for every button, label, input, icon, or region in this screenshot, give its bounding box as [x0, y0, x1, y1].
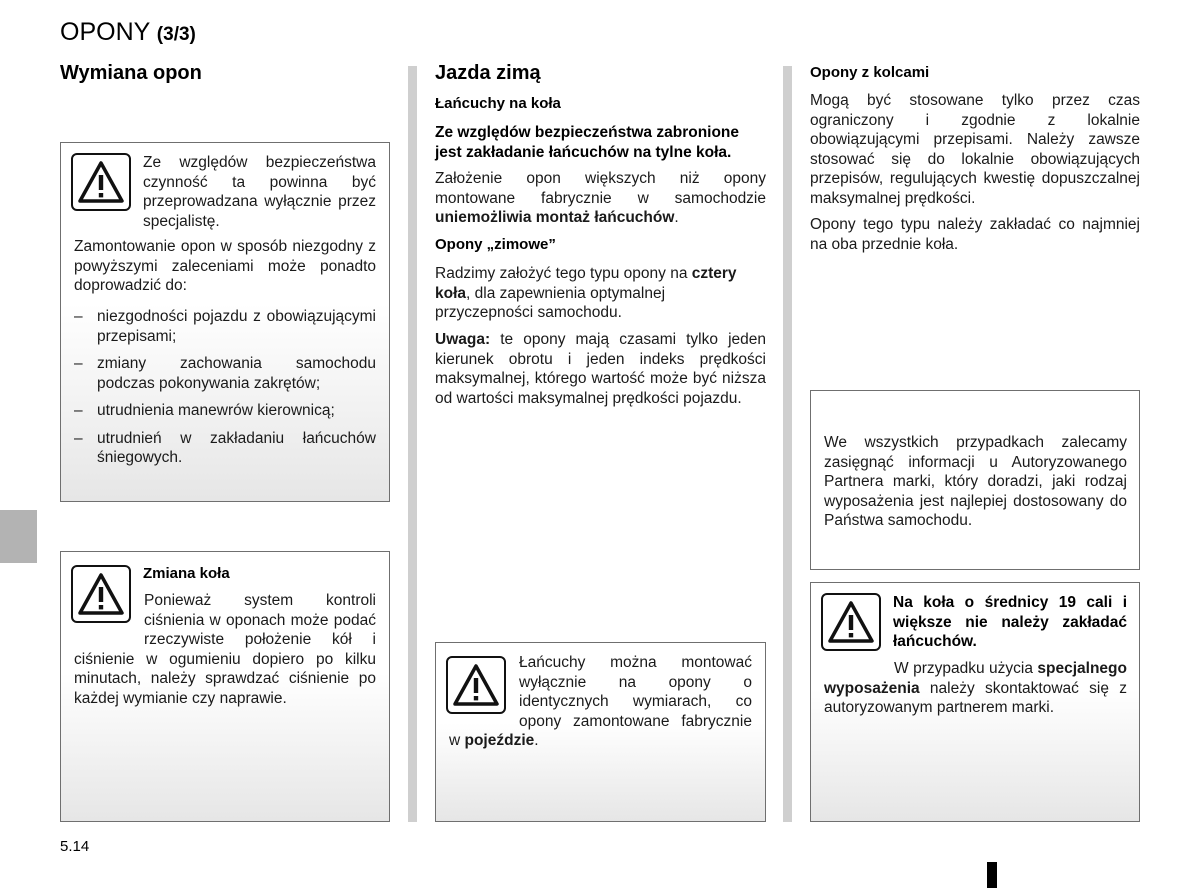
list-item: – niezgodności pojazdu z obowiązującymi przepisami;: [74, 307, 376, 346]
page-title-main: OPONY: [60, 18, 150, 46]
text-run: te opony mają czasami tylko jeden kierunek obrotu i jeden indeks prędkości maksymalnej, którego wartość może być niższa od wartości maksymalnej prędkości pojazdu.: [435, 331, 766, 407]
warning-triangle-icon: [71, 153, 131, 211]
subheading-chains: Łańcuchy na koła: [435, 95, 561, 112]
text-run: W przypadku użycia: [894, 660, 1038, 677]
warning-title: Na koła o średnicy 19 cali i większe nie należy zakładać łańcuchów.: [893, 594, 1127, 650]
chains-rear-prohibition: Ze względów bezpieczeństwa zabronione jest zakładanie łańcuchów na tylne koła.: [435, 124, 740, 161]
warning-box-chains: [435, 642, 766, 822]
paragraph-note: [435, 330, 766, 408]
chapter-tab: [0, 510, 37, 563]
warning-box-tire-change: [60, 142, 390, 502]
warning-text-body: Ponieważ system kontroli ciśnienia w oponach może podać rzeczywiste położenie kół i ciśnienie w ogumieniu dopiero po kilku minutach, należy sprawdzać ciśnienie po każdej wymianie czy naprawie.: [74, 592, 376, 707]
paragraph-four-wheels: [435, 264, 766, 323]
text-run: należy skontaktować się z autoryzowanym partnerem marki.: [824, 679, 1127, 716]
list-item: – utrudnienia manewrów kierownicą;: [74, 401, 376, 421]
warning-text: [74, 591, 376, 708]
list-item: – zmiany zachowania samochodu podczas pokonywania zakrętów;: [74, 354, 376, 393]
text-run: Radzimy założyć tego typu opony na: [435, 265, 692, 282]
text-run: .: [674, 209, 679, 226]
section-heading-winter: Jazda zimą: [435, 62, 541, 84]
text-run: , dla zapewnienia optymalnej przyczepności samochodu.: [435, 284, 666, 321]
emphasis: uniemożliwia montaż łańcuchów: [435, 209, 675, 226]
paragraph-studded-front: Opony tego typu należy zakładać co najmniej na oba przednie koła.: [810, 216, 1140, 253]
section-heading-tire-change: Wymiana opon: [60, 62, 202, 84]
page-title-part: (3/3): [156, 24, 196, 45]
warning-box-wheel-change: [60, 551, 390, 822]
warning-text: [824, 659, 1127, 718]
info-box-partner: [810, 390, 1140, 570]
list-item: – utrudnień w zakładaniu łańcuchów śniegowych.: [74, 429, 376, 468]
emphasis: pojeździe: [464, 732, 535, 749]
consequence-list: [74, 307, 376, 476]
text-run: Łańcuchy można montować wyłącznie na opony o identycznych wymiarach, co opony zamontowane fabrycznie w: [449, 654, 752, 749]
emphasis: specjalnego wyposażenia: [824, 660, 1127, 697]
warning-triangle-icon: [821, 593, 881, 651]
page-title: [60, 18, 196, 47]
note-label: Uwaga:: [435, 331, 491, 348]
warning-text: [449, 653, 752, 751]
warning-box-19-inch: [810, 582, 1140, 822]
info-text: We wszystkich przypadkach zalecamy zasięgnąć informacji u Autoryzowanego Partnera marki, który doradzi, jaki rodzaj wyposażenia jest najlepiej dostosowany do Państwa samochodu.: [824, 434, 1127, 529]
warning-title: Zmiana koła: [143, 565, 230, 582]
paragraph-studded-rules: Mogą być stosowane tylko przez czas ograniczony i zgodnie z lokalnie obowiązującymi przepisami. Należy zawsze stosować się do lokalnie obowiązujących przepisów, regulujących kwestię dopuszczalnej maksymalnej prędkości.: [810, 92, 1140, 207]
column-divider-1: [408, 66, 417, 822]
subheading-winter-tires: Opony „zimowe”: [435, 236, 556, 253]
warning-intro-text: Ze względów bezpieczeństwa czynność ta powinna być przeprowadzana wyłącznie przez specjalistę.: [143, 154, 376, 230]
subheading-studded-tires: Opony z kolcami: [810, 64, 930, 81]
paragraph-larger-tires: [435, 169, 766, 228]
page-edge-mark: [987, 862, 997, 888]
warning-body-text: Zamontowanie opon w sposób niezgodny z powyższymi zaleceniami może ponadto doprowadzić do:: [74, 238, 376, 294]
text-run: .: [534, 732, 539, 749]
page-number: 5.14: [60, 838, 90, 855]
emphasis: cztery koła: [435, 265, 737, 302]
column-divider-2: [783, 66, 792, 822]
text-run: Założenie opon większych niż opony montowane fabrycznie w samochodzie: [435, 170, 766, 207]
